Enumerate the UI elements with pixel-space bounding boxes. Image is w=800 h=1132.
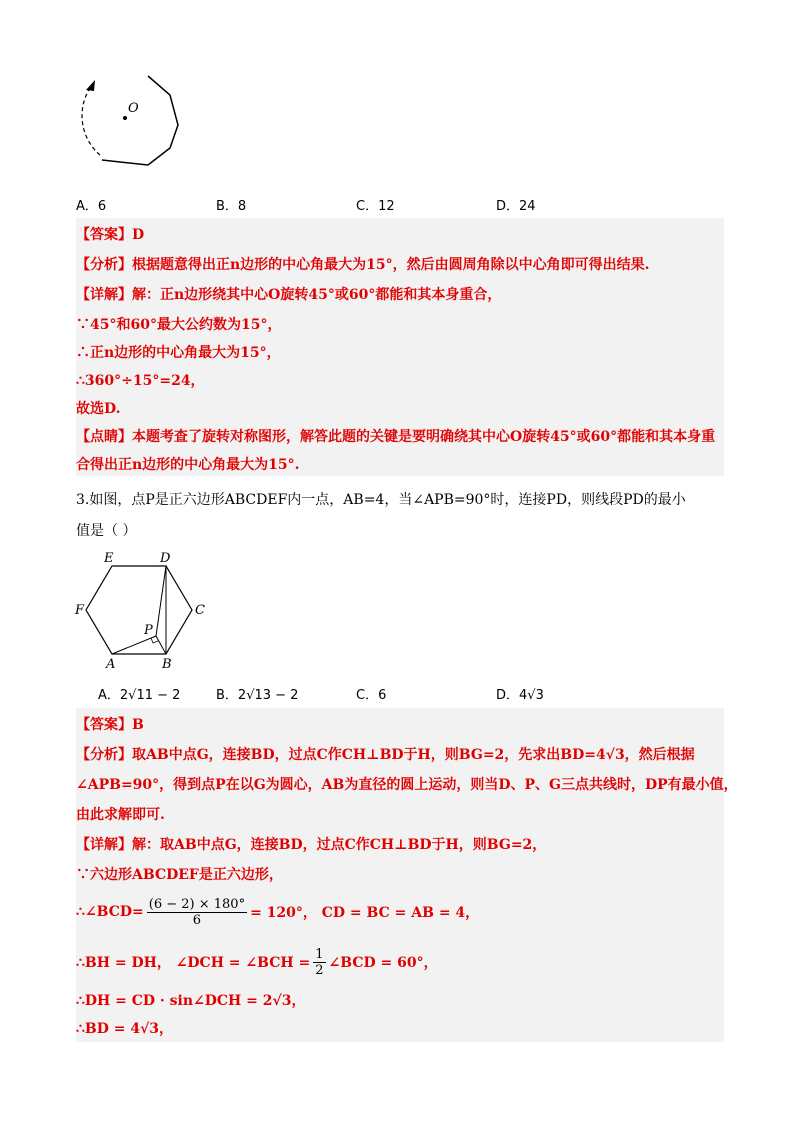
answer-line: 【答案】D bbox=[76, 227, 145, 243]
analysis-line-2: ∠APB=90°，得到点P在以G为圆心，AB为直径的圆上运动，则当D、P、G三点共线时，DP有最小值， bbox=[76, 777, 738, 793]
solution-panel-2 bbox=[76, 708, 738, 1042]
hexagon-abcdef bbox=[86, 566, 192, 654]
q3-option-b[interactable]: B．2√13 − 2 bbox=[216, 688, 299, 703]
detail-line-6: ∴BD = 4√3， bbox=[76, 1021, 174, 1037]
q2-option-a[interactable]: A．6 bbox=[76, 199, 107, 214]
q3-option-d[interactable]: D．4√3 bbox=[496, 688, 544, 703]
answer-line: 【答案】B bbox=[76, 717, 144, 733]
q2-option-c[interactable]: C．12 bbox=[356, 199, 395, 214]
solution-panel-1 bbox=[76, 218, 724, 476]
detail-line-3: ∴∠BCD= $\frac{(6 - 2) \times 180^\circ}{6}$ = 120°， CD = BC = AB = 4， bbox=[76, 896, 480, 928]
detail-line-4: ∴BH = DH， ∠DCH = ∠BCH = $\frac{1}{2}$ ∠BCD = 60°， bbox=[76, 946, 438, 978]
segment-pa bbox=[112, 636, 156, 654]
dashed-arc bbox=[82, 85, 100, 155]
segment-pd bbox=[156, 566, 166, 636]
label-b: B bbox=[162, 657, 172, 670]
center-point bbox=[123, 116, 127, 120]
question-3-line-2: 值是（ ） bbox=[76, 523, 137, 539]
label-f: F bbox=[75, 603, 85, 618]
detail-line-1: 【详解】解：正n边形绕其中心O旋转45°或60°都能和其本身重合， bbox=[76, 287, 502, 303]
analysis-line-1: 【分析】取AB中点G，连接BD，过点C作CH⊥BD于H，则BG=2，先求出BD=4√3，然后根据 bbox=[76, 747, 695, 763]
label-c: C bbox=[195, 603, 205, 618]
fraction-bcd: $\frac{(6 - 2) \times 180^\circ}{6}$ bbox=[148, 896, 246, 928]
polygon-edges bbox=[102, 76, 178, 165]
label-p: P bbox=[144, 623, 153, 638]
question-3-line-1: 3.如图，点P是正六边形ABCDEF内一点，AB=4，当∠APB=90°时，连接PD，则线段PD的最小 bbox=[76, 492, 686, 508]
hexagon-figure bbox=[74, 548, 214, 670]
segment-pb bbox=[156, 636, 166, 654]
detail-line-3: ∴正n边形的中心角最大为15°， bbox=[76, 345, 281, 361]
label-a: A bbox=[106, 657, 116, 670]
label-e: E bbox=[104, 551, 114, 566]
analysis-line: 【分析】根据题意得出正n边形的中心角最大为15°，然后由圆周角除以中心角即可得出结果. bbox=[76, 257, 650, 273]
label-d: D bbox=[160, 551, 171, 566]
rotation-figure bbox=[70, 70, 190, 175]
detail-line-2: ∵六边形ABCDEF是正六边形， bbox=[76, 867, 283, 883]
analysis-line-3: 由此求解即可. bbox=[76, 807, 165, 823]
arc-arrowhead bbox=[86, 80, 95, 91]
detail-line-5: 故选D. bbox=[76, 401, 121, 417]
detail-line-1: 【详解】解：取AB中点G，连接BD，过点C作CH⊥BD于H，则BG=2， bbox=[76, 837, 547, 853]
q2-option-d[interactable]: D．24 bbox=[496, 199, 536, 214]
q3-option-a[interactable]: A．2√11 − 2 bbox=[98, 688, 181, 703]
right-angle-mark bbox=[151, 638, 158, 643]
comment-line-2: 合得出正n边形的中心角最大为15°. bbox=[76, 457, 300, 473]
detail-line-5: ∴DH = CD · sin∠DCH = 2√3， bbox=[76, 993, 306, 1009]
comment-line-1: 【点睛】本题考查了旋转对称图形，解答此题的关键是要明确绕其中心O旋转45°或60°都能和其本身重 bbox=[76, 429, 716, 445]
detail-line-2: ∵45°和60°最大公约数为15°， bbox=[76, 317, 282, 333]
detail-line-4: ∴360°÷15°=24， bbox=[76, 373, 205, 389]
fraction-half: $\frac{1}{2}$ bbox=[315, 946, 324, 978]
q2-option-b[interactable]: B．8 bbox=[216, 199, 247, 214]
center-label: O bbox=[128, 101, 139, 116]
q3-option-c[interactable]: C．6 bbox=[356, 688, 387, 703]
